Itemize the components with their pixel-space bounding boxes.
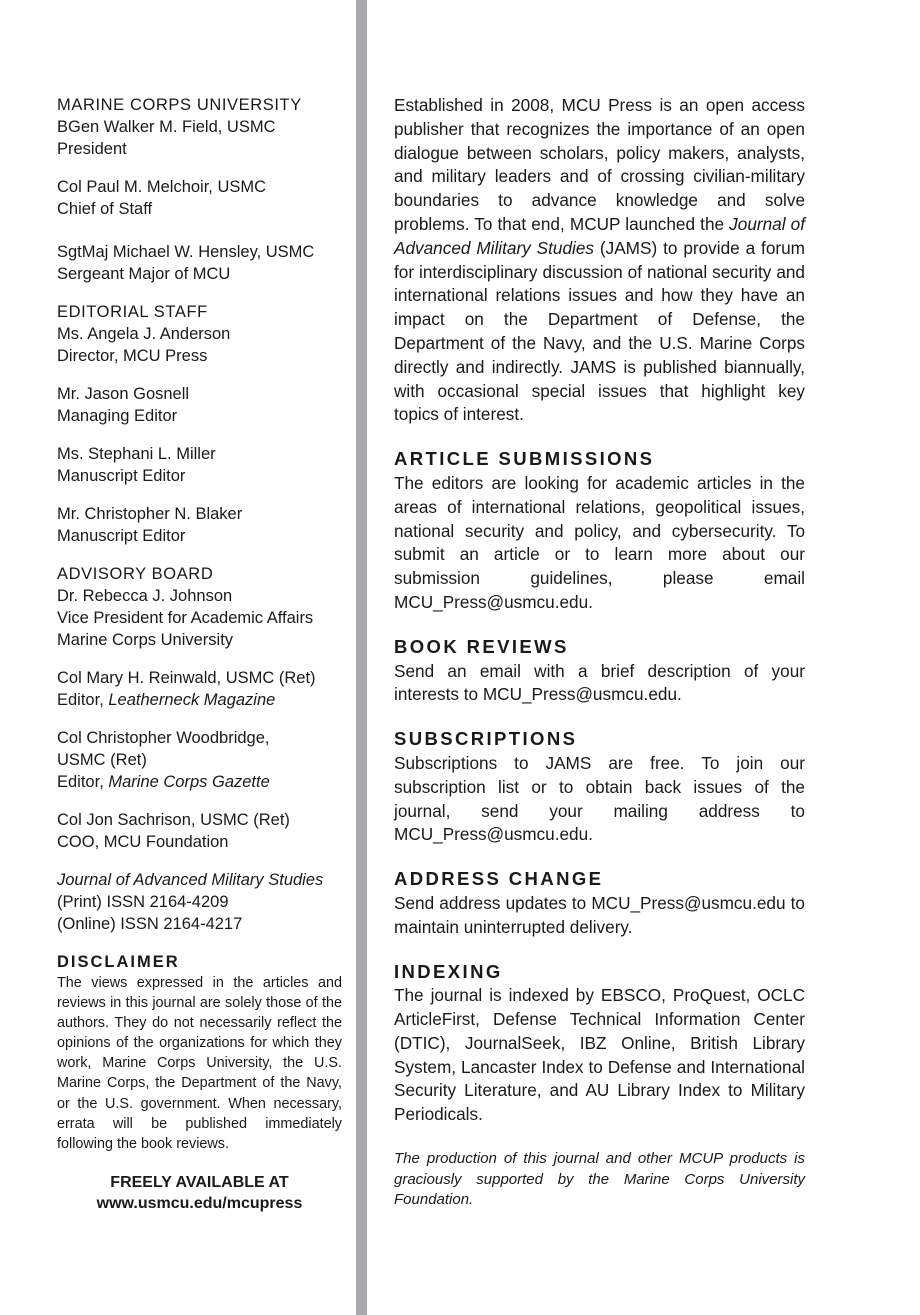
website-link[interactable]: www.usmcu.edu/mcupress xyxy=(96,1194,303,1212)
person-block xyxy=(57,443,342,487)
person-org: Marine Corps University xyxy=(57,631,234,649)
publication-title: Marine Corps Gazette xyxy=(108,773,270,791)
advisory-block xyxy=(57,563,342,651)
person-block xyxy=(57,241,342,285)
person-role: Director, MCU Press xyxy=(57,347,208,365)
section-heading: SUBSCRIPTIONS xyxy=(394,728,578,750)
section-text: Send an email with a brief description of your interests to MCU_Press@usmcu.edu. xyxy=(394,660,805,705)
section-heading: BOOK REVIEWS xyxy=(394,635,569,657)
role-prefix: Editor, xyxy=(57,773,109,791)
person-role: Managing Editor xyxy=(57,407,178,425)
editorial-heading: EDITORIAL STAFF xyxy=(57,303,208,321)
info-column xyxy=(394,94,805,1211)
person-role xyxy=(57,771,342,793)
section-heading: ARTICLE SUBMISSIONS xyxy=(394,448,655,470)
person-role: Vice President for Academic Affairs xyxy=(57,609,314,627)
column-divider xyxy=(356,0,367,1315)
journal-name: Journal of Advanced Military Studies xyxy=(394,213,805,258)
print-issn: (Print) ISSN 2164-4209 xyxy=(57,893,229,911)
person-name: Col Christopher Woodbridge, xyxy=(57,729,270,747)
person-name: Col Mary H. Reinwald, USMC (Ret) xyxy=(57,669,316,687)
person-name-cont: USMC (Ret) xyxy=(57,751,147,769)
footnote: The production of this journal and other MCUP products is graciously supported by the Marine Corps University Foundation. xyxy=(394,1150,805,1209)
university-block xyxy=(57,94,342,160)
person-role: Manuscript Editor xyxy=(57,467,186,485)
person-block xyxy=(57,809,342,853)
person-block xyxy=(57,176,342,220)
section-text: The editors are looking for academic articles in the areas of international relations, geopolitical issues, national security and policy, and cybersecurity. To submit an article or to learn more about our submission guidelines, please email MCU_Press@usmcu.edu. xyxy=(394,472,805,612)
online-issn: (Online) ISSN 2164-4217 xyxy=(57,915,243,933)
disclaimer xyxy=(57,951,342,1154)
freely-available-label: FREELY AVAILABLE AT xyxy=(110,1173,289,1191)
person-name: Ms. Stephani L. Miller xyxy=(57,445,216,463)
intro-paragraph xyxy=(394,94,805,427)
person-name: Col Paul M. Melchoir, USMC xyxy=(57,178,267,196)
person-name: Ms. Angela J. Anderson xyxy=(57,325,231,343)
intro-text-1: Established in 2008, MCU Press is an open access publisher that recognizes the importance of an open dialogue between scholars, policy makers, analysts, and military leaders and of crossing civilian-military boundaries to advance knowledge and solve problems. To that end, MCUP launched the xyxy=(394,95,805,234)
person-role: Sergeant Major of MCU xyxy=(57,265,231,283)
masthead-column xyxy=(57,94,342,1214)
person-name: BGen Walker M. Field, USMC xyxy=(57,118,276,136)
person-role: Chief of Staff xyxy=(57,200,153,218)
person-name: Mr. Christopher N. Blaker xyxy=(57,505,243,523)
person-block xyxy=(57,503,342,547)
freely-available xyxy=(57,1172,342,1214)
person-name: Dr. Rebecca J. Johnson xyxy=(57,587,233,605)
person-name: Col Jon Sachrison, USMC (Ret) xyxy=(57,811,290,829)
person-name: Mr. Jason Gosnell xyxy=(57,385,190,403)
person-role: Manuscript Editor xyxy=(57,527,186,545)
person-block xyxy=(57,727,342,793)
disclaimer-text: The views expressed in the articles and reviews in this journal are solely those of the authors. They do not necessarily reflect the opinions of the organizations for which they work, Marine Corps University, the U.S. Marine Corps, the Department of the Navy, or the U.S. government. When necessary, errata will be published immediately following the book reviews. xyxy=(57,975,342,1152)
section-text: The journal is indexed by EBSCO, ProQuest, OCLC ArticleFirst, Defense Technical Information Center (DTIC), JournalSeek, IBZ Online, British Library System, Lancaster Index to Defense and International Security Literature, and AU Library Index to Military Periodicals. xyxy=(394,985,805,1125)
role-prefix: Editor, xyxy=(57,691,109,709)
person-block xyxy=(57,383,342,427)
section-heading: INDEXING xyxy=(394,960,503,982)
person-role: President xyxy=(57,140,127,158)
section-heading: ADDRESS CHANGE xyxy=(394,868,604,890)
person-block xyxy=(57,667,342,711)
disclaimer-heading: DISCLAIMER xyxy=(57,953,180,971)
university-heading: MARINE CORPS UNIVERSITY xyxy=(57,96,302,114)
person-role: COO, MCU Foundation xyxy=(57,833,229,851)
journal-info xyxy=(57,869,342,935)
intro-text-2: (JAMS) to provide a forum for interdisciplinary discussion of national security and international relations issues and how they have an impact on the Department of Defense, the Department of the Navy, and the U.S. Marine Corps directly and indirectly. JAMS is published biannually, with occasional special issues that highlight key topics of interest. xyxy=(394,237,805,425)
publication-title: Leatherneck Magazine xyxy=(108,691,276,709)
section-text: Send address updates to MCU_Press@usmcu.edu to maintain uninterrupted delivery. xyxy=(394,892,805,937)
editorial-block xyxy=(57,301,342,367)
advisory-heading: ADVISORY BOARD xyxy=(57,565,214,583)
journal-title: Journal of Advanced Military Studies xyxy=(57,871,324,889)
person-name: SgtMaj Michael W. Hensley, USMC xyxy=(57,243,315,261)
section-text: Subscriptions to JAMS are free. To join our subscription list or to obtain back issues of the journal, send your mailing address to MCU_Press@usmcu.edu. xyxy=(394,752,805,845)
person-role xyxy=(57,689,342,711)
